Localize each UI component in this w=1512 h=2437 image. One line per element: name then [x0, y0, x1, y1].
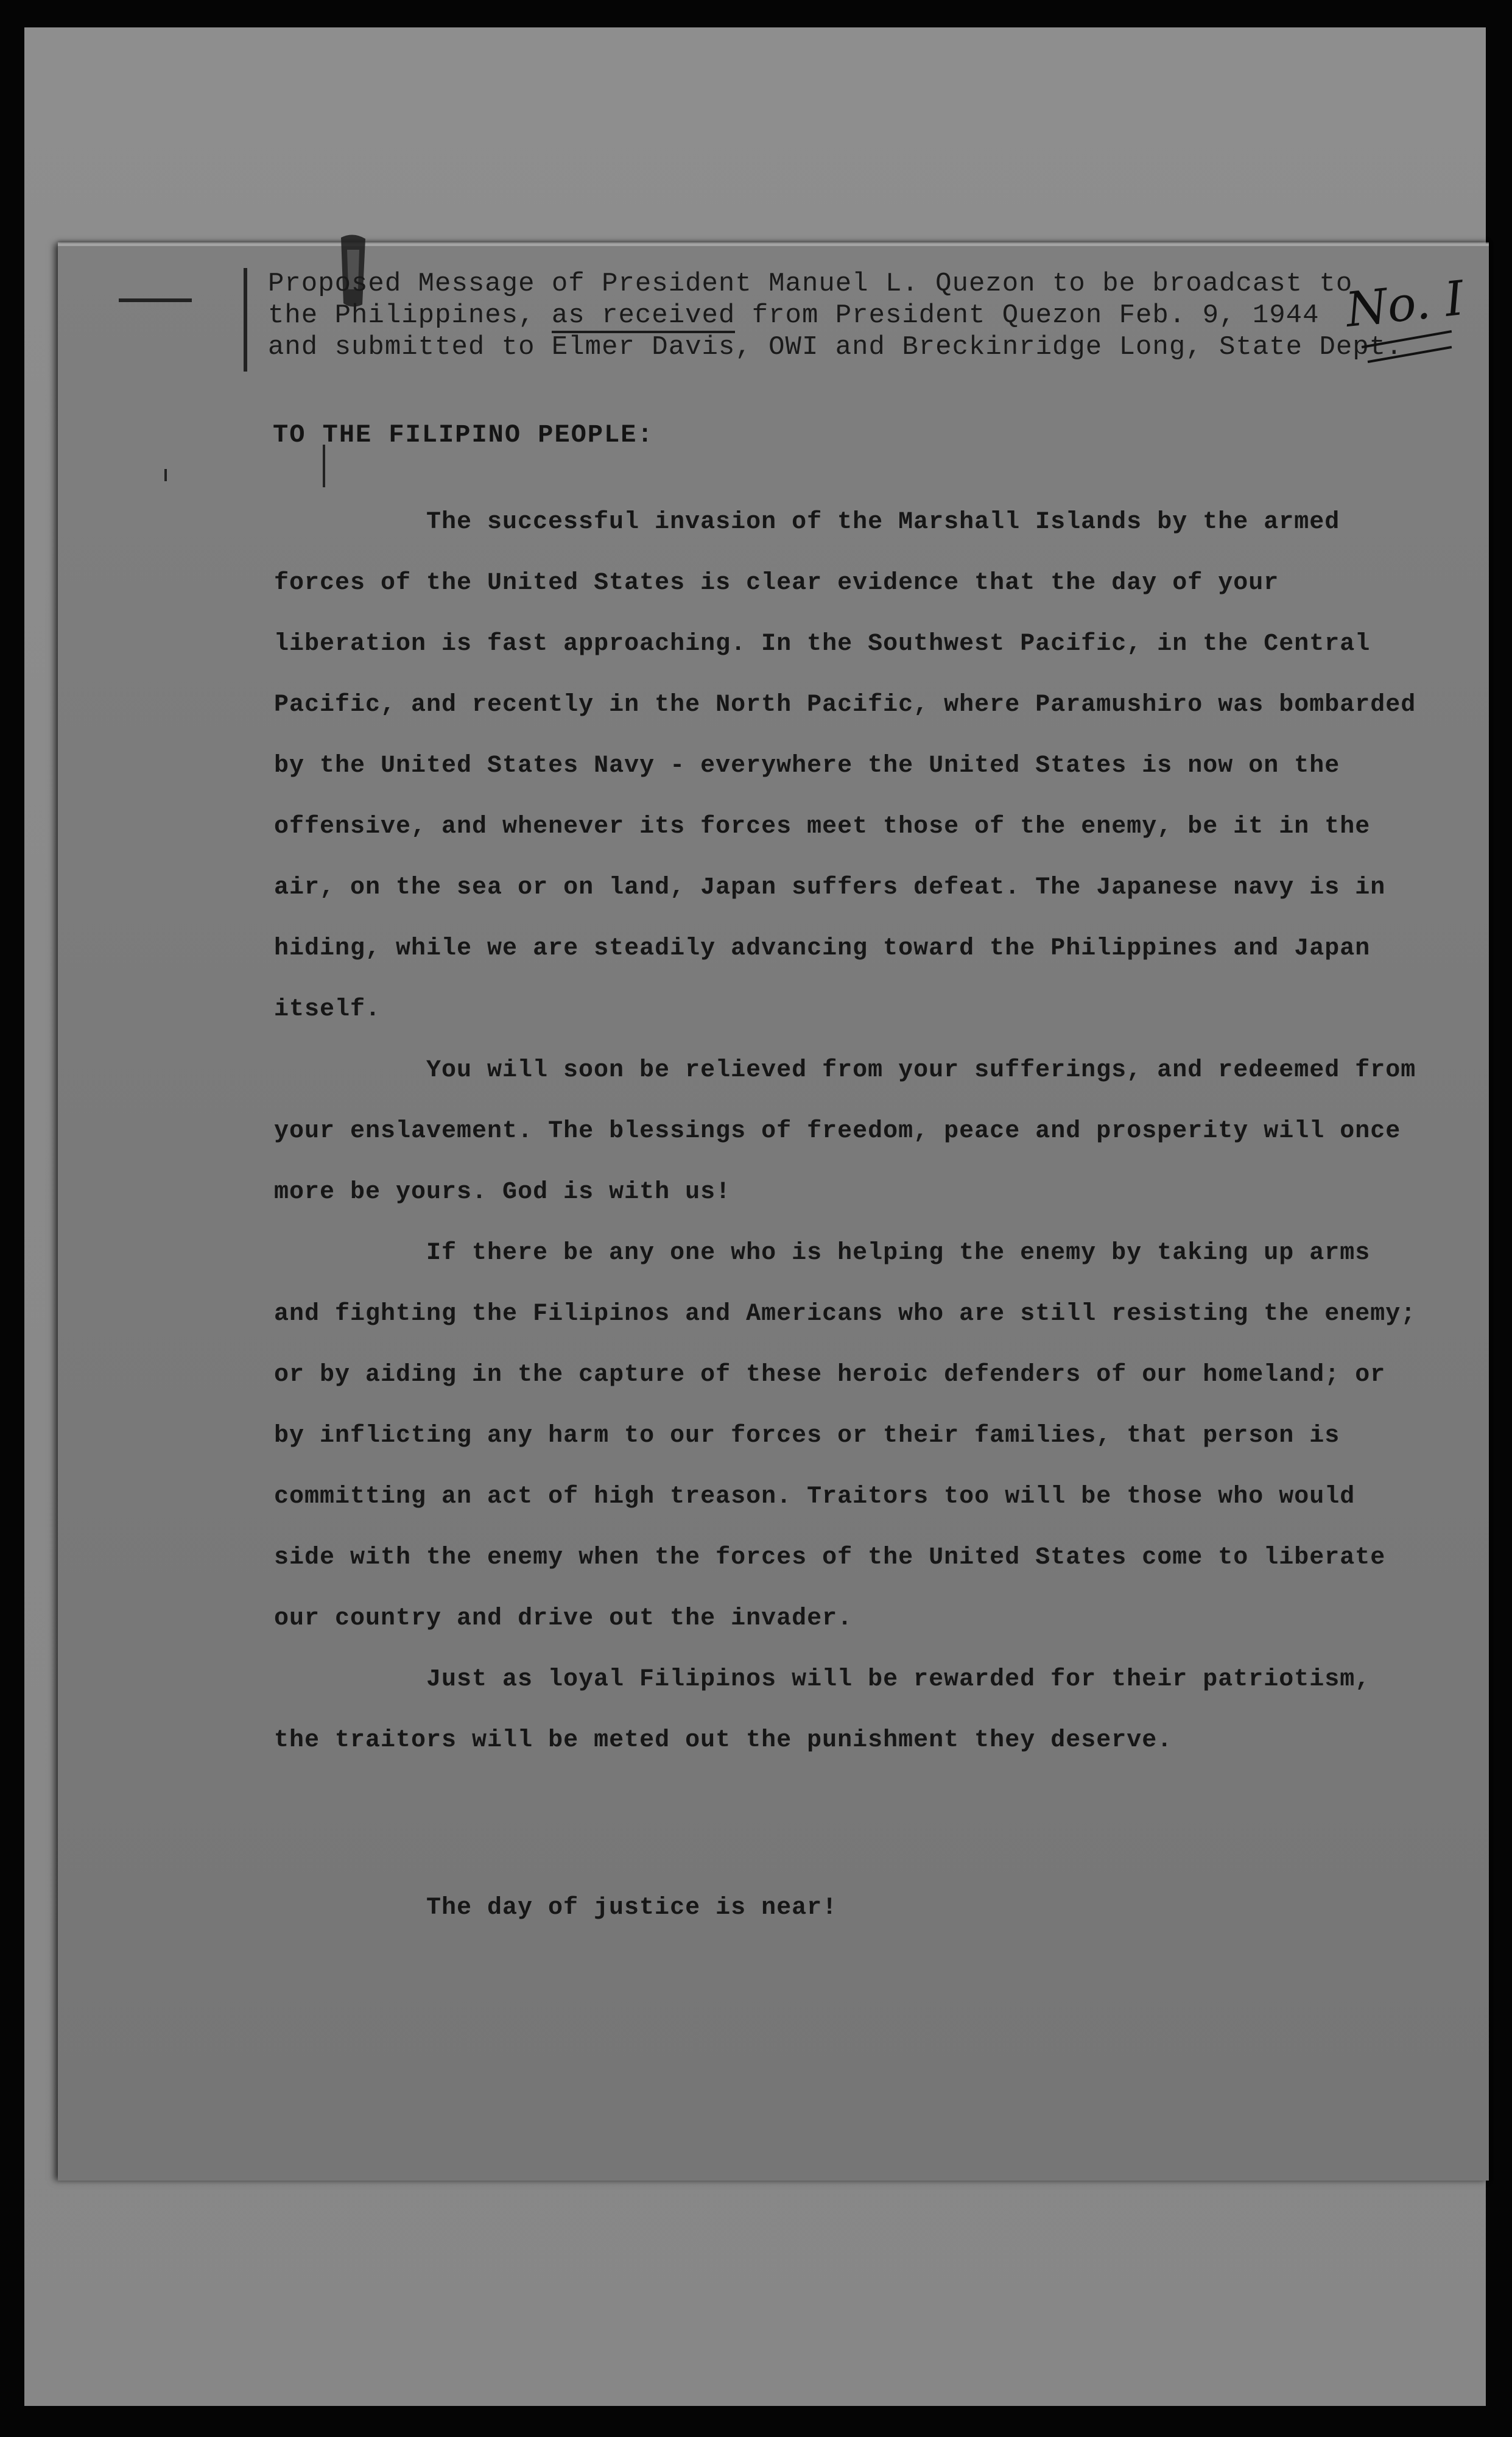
paragraph-3: If there be any one who is helping the enemy by taking up arms and fighting the Filipinos and Americans who are still resisting the enemy; or by aiding in the capture of these heroic defenders of our homeland; or by inflicting any harm to our forces or their families, that person is committing an act of high treason. Traitors too will be those who would side with the enemy when the forces of the United States come to liberate our country and drive out the invader. — [274, 1240, 1416, 1632]
header-line-3: and submitted to Elmer Davis, OWI and Breckinridge Long, State Dept. — [268, 332, 1403, 362]
paragraph-2: You will soon be relieved from your sufferings, and redeemed from your enslavement. The blessings of freedom, peace and prosperity will once more be yours. God is with us! — [274, 1057, 1416, 1206]
handwritten-document-number: No. I — [1343, 271, 1467, 338]
margin-tick — [323, 445, 325, 487]
page-top-edge — [58, 242, 1489, 246]
message-body — [274, 492, 1419, 1771]
margin-tick — [164, 469, 167, 481]
header-line-2-prefix: the Philippines, — [268, 300, 552, 331]
header-line-2-suffix: from President Quezon Feb. 9, 1944 — [735, 300, 1320, 331]
header-note — [268, 268, 1403, 363]
paragraph-1: The successful invasion of the Marshall Islands by the armed forces of the United States is clear evidence that the day of your liberation is fast approaching. In the Southwest Pacific, in the Central Pacific, and recently in the North Pacific, where Paramushiro was bombarded by the United States Navy - everywhere the United States is now on the offensive, and whenever its forces meet those of the enemy, be it in the air, on the sea or on land, Japan suffers defeat. The Japanese navy is in hiding, while we are steadily advancing toward the Philippines and Japan itself. — [274, 509, 1416, 1023]
closing-line: The day of justice is near! — [426, 1894, 838, 1922]
paragraph-4: Just as loyal Filipinos will be rewarded for their patriotism, the traitors will be meted out the punishment they deserve. — [274, 1666, 1371, 1754]
margin-bracket — [244, 268, 247, 372]
received-underlined: as received — [552, 300, 735, 333]
header-line-2 — [268, 300, 1364, 331]
salutation: TO THE FILIPINO PEOPLE: — [273, 420, 654, 450]
margin-dash — [119, 298, 192, 302]
header-line-1: Proposed Message of President Manuel L. Quezon to be broadcast to — [268, 269, 1353, 299]
